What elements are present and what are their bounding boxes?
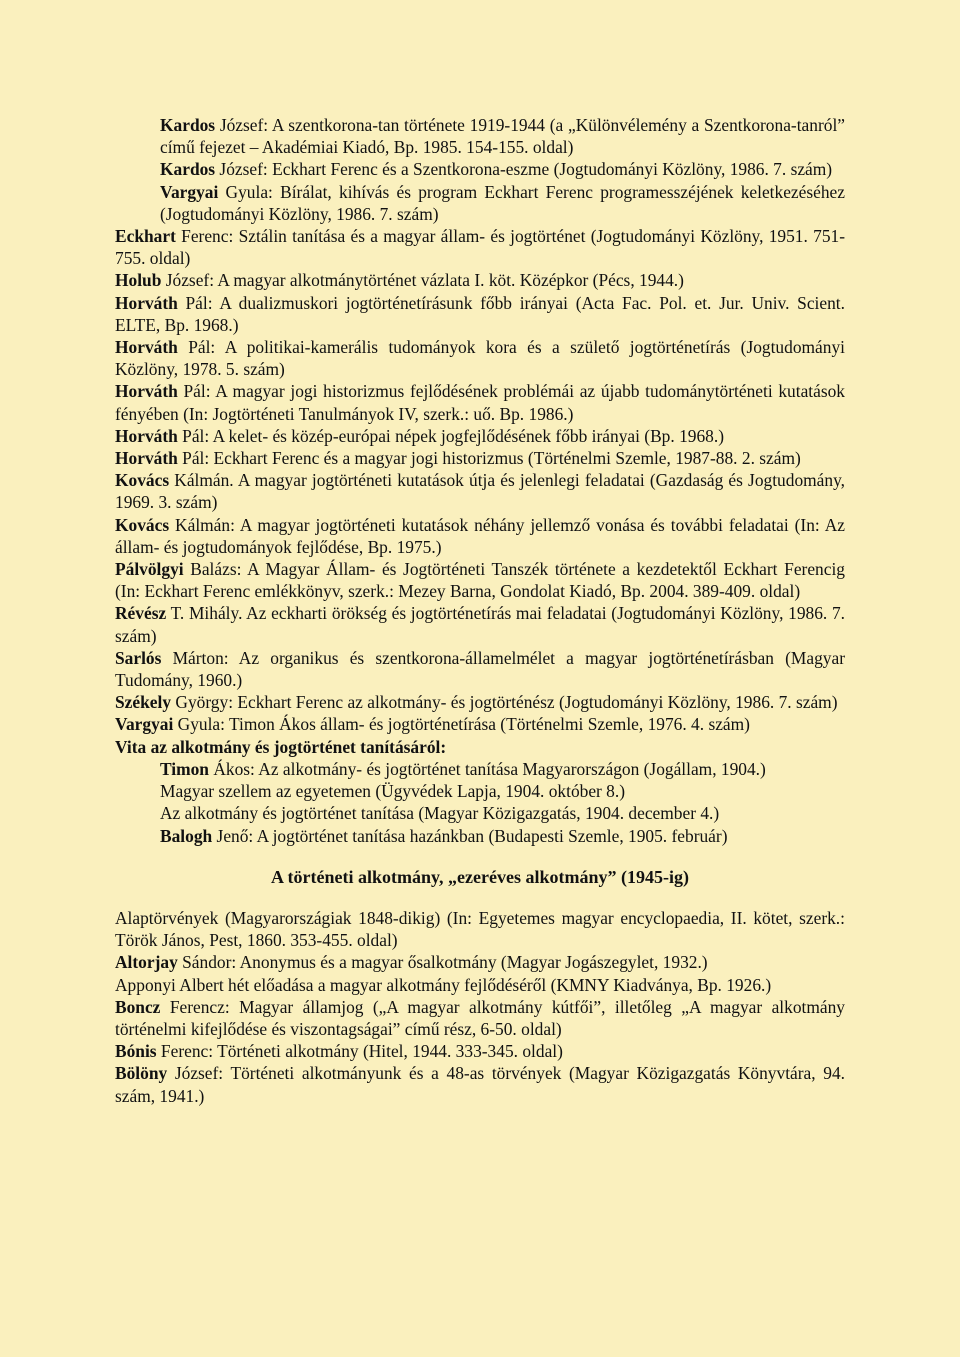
entry-text: Pál: Eckhart Ferenc és a magyar jogi historizmus (Történelmi Szemle, 1987-88. 2. szám) <box>177 448 801 469</box>
author-surname: Eckhart <box>115 226 176 247</box>
author-surname: Vargyai <box>160 181 219 202</box>
entry-text: Ferenc: Történeti alkotmány (Hitel, 1944. 333-345. oldal) <box>156 1041 563 1062</box>
author-surname: Bölöny <box>115 1063 168 1084</box>
author-surname: Horváth <box>115 337 178 358</box>
bibliography-entry <box>160 114 845 158</box>
bibliography-entry <box>160 825 845 847</box>
entry-text: György: Eckhart Ferenc az alkotmány- és jogtörténész (Jogtudományi Közlöny, 1986. 7. szám) <box>171 692 838 713</box>
bibliography-entry <box>115 336 845 380</box>
bibliography-entry <box>160 758 845 780</box>
author-surname: Balogh <box>160 825 213 846</box>
author-surname: Kardos <box>160 115 216 135</box>
author-surname: Timon <box>160 758 209 779</box>
entry-text: Pál: A politikai-kamerális tudományok kora és a születő jogtörténetírás (Jogtudományi Közlöny, 1978. 5. szám) <box>115 337 845 380</box>
bibliography-entry <box>115 514 845 558</box>
bibliography-entry <box>115 974 845 996</box>
bibliography-entry <box>115 425 845 447</box>
entry-text: T. Mihály. Az eckharti örökség és jogtörténetírás mai feladatai (Jogtudományi Közlöny, 1986. 7. szám) <box>115 603 845 646</box>
entry-text: József: Történeti alkotmányunk és a 48-as törvények (Magyar Közigazgatás Könyvtára, 94. szám, 1941.) <box>115 1063 845 1106</box>
entry-text: József: A szentkorona-tan története 1919-1944 (a „Különvélemény a Szentkorona-tanról” című fejezet – Akadémiai Kiadó, Bp. 1985. 154-155. oldal) <box>160 115 845 158</box>
entry-text: Alaptörvények (Magyarországiak 1848-dikig) (In: Egyetemes magyar encyclopaedia, II. kötet, szerk.: Török János, Pest, 1860. 353-455. oldal) <box>115 907 845 951</box>
entry-text: József: A magyar alkotmánytörténet vázlata I. köt. Középkor (Pécs, 1944.) <box>161 270 684 291</box>
bibliography <box>115 114 845 1107</box>
author-surname: Székely <box>115 692 172 713</box>
author-surname: Sarlós <box>115 647 162 668</box>
author-surname: Pálvölgyi <box>115 559 184 580</box>
bibliography-entry <box>115 469 845 513</box>
entry-text: Ferencz: Magyar államjog („A magyar alkotmány kútfői”, illetőleg „A magyar alkotmány történelmi kifejlődése és viszontagságai” című rész, 6-50. oldal) <box>115 996 845 1039</box>
bibliography-entry <box>115 269 845 291</box>
entry-text: Sándor: Anonymus és a magyar ősalkotmány (Magyar Jogászegylet, 1932.) <box>177 952 708 973</box>
bibliography-entry <box>115 691 845 713</box>
entry-text: Kálmán: A magyar jogtörténeti kutatások néhány jellemző vonása és további feladatai (In: Az állam- és jogtudományok fejlődése, Bp. 1975.) <box>115 514 845 557</box>
bibliography-entry <box>115 713 845 735</box>
author-surname: Kovács <box>115 470 170 491</box>
entry-text: Pál: A magyar jogi historizmus fejlődésének problémái az újabb tudománytörténeti kutatások fényében (In: Jogtörténeti Tanulmányok IV, szerk.: uő. Bp. 1986.) <box>115 381 845 424</box>
bibliography-entry <box>115 558 845 602</box>
entry-text: Gyula: Timon Ákos állam- és jogtörténetírása (Történelmi Szemle, 1976. 4. szám) <box>173 714 750 735</box>
bibliography-entry <box>115 1062 845 1106</box>
entry-text: Balázs: A Magyar Állam- és Jogtörténeti Tanszék története a kezdetektől Eckhart Ferencig (In: Eckhart Ferenc emlékkönyv, szerk.: Mezey Barna, Gondolat Kiadó, Bp. 2004. 389-409. oldal) <box>115 559 845 602</box>
author-surname: Altorjay <box>115 952 178 973</box>
entry-text: Kálmán. A magyar jogtörténeti kutatások útja és jelenlegi feladatai (Gazdaság és Jogtudomány, 1969. 3. szám) <box>115 470 845 513</box>
author-surname: Boncz <box>115 996 161 1017</box>
entry-text: József: Eckhart Ferenc és a Szentkorona-eszme (Jogtudományi Közlöny, 1986. 7. szám) <box>215 159 833 180</box>
bibliography-entry <box>115 907 845 951</box>
author-surname: Horváth <box>115 381 178 402</box>
bibliography-entry <box>115 647 845 691</box>
bibliography-entry <box>160 158 845 180</box>
bibliography-entry <box>115 292 845 336</box>
entry-text: Gyula: Bírálat, kihívás és program Eckhart Ferenc programesszéjének keletkezéséhez (Jogtudományi Közlöny, 1986. 7. szám) <box>160 181 845 224</box>
bibliography-entry <box>115 951 845 973</box>
section-title: A történeti alkotmány, „ezeréves alkotmány” (1945-ig) <box>271 866 689 887</box>
bibliography-entry <box>160 802 845 824</box>
bibliography-entry <box>160 780 845 802</box>
author-surname: Horváth <box>115 448 178 469</box>
author-surname: Révész <box>115 603 167 624</box>
entry-text: Magyar szellem az egyetemen (Ügyvédek Lapja, 1904. október 8.) <box>160 781 626 802</box>
entry-text: Ferenc: Sztálin tanítása és a magyar állam- és jogtörténet (Jogtudományi Közlöny, 1951. 751-755. oldal) <box>115 226 845 269</box>
author-surname: Kardos <box>160 159 216 180</box>
bibliography-entry <box>115 996 845 1040</box>
bibliography-list-top <box>115 114 845 736</box>
bibliography-entry <box>115 380 845 424</box>
vita-list <box>115 758 845 847</box>
vita-heading: Vita az alkotmány és jogtörténet tanításáról: <box>115 736 447 757</box>
author-surname: Kovács <box>115 514 170 535</box>
entry-text: Pál: A dualizmuskori jogtörténetírásunk főbb irányai (Acta Fac. Pol. et. Jur. Univ. Scient. ELTE, Bp. 1968.) <box>115 292 845 335</box>
author-surname: Holub <box>115 270 162 291</box>
bibliography-list-bottom <box>115 907 845 1107</box>
author-surname: Horváth <box>115 425 178 446</box>
entry-text: Az alkotmány és jogtörténet tanítása (Magyar Közigazgatás, 1904. december 4.) <box>160 803 720 824</box>
entry-text: Apponyi Albert hét előadása a magyar alkotmány fejlődéséről (KMNY Kiadványa, Bp. 1926.) <box>115 974 772 995</box>
bibliography-entry <box>160 181 845 225</box>
entry-text: Jenő: A jogtörténet tanítása hazánkban (Budapesti Szemle, 1905. február) <box>212 825 728 846</box>
author-surname: Vargyai <box>115 714 174 735</box>
entry-text: Ákos: Az alkotmány- és jogtörténet tanítása Magyarországon (Jogállam, 1904.) <box>208 758 766 779</box>
bibliography-entry <box>115 1040 845 1062</box>
bibliography-entry <box>115 602 845 646</box>
entry-text: Pál: A kelet- és közép-európai népek jogfejlődésének főbb irányai (Bp. 1968.) <box>177 425 724 446</box>
entry-text: Márton: Az organikus és szentkorona-államelmélet a magyar jogtörténetírásban (Magyar Tudomány, 1960.) <box>115 647 845 691</box>
author-surname: Horváth <box>115 292 178 313</box>
author-surname: Bónis <box>115 1041 157 1062</box>
bibliography-entry <box>115 447 845 469</box>
bibliography-entry <box>115 225 845 269</box>
